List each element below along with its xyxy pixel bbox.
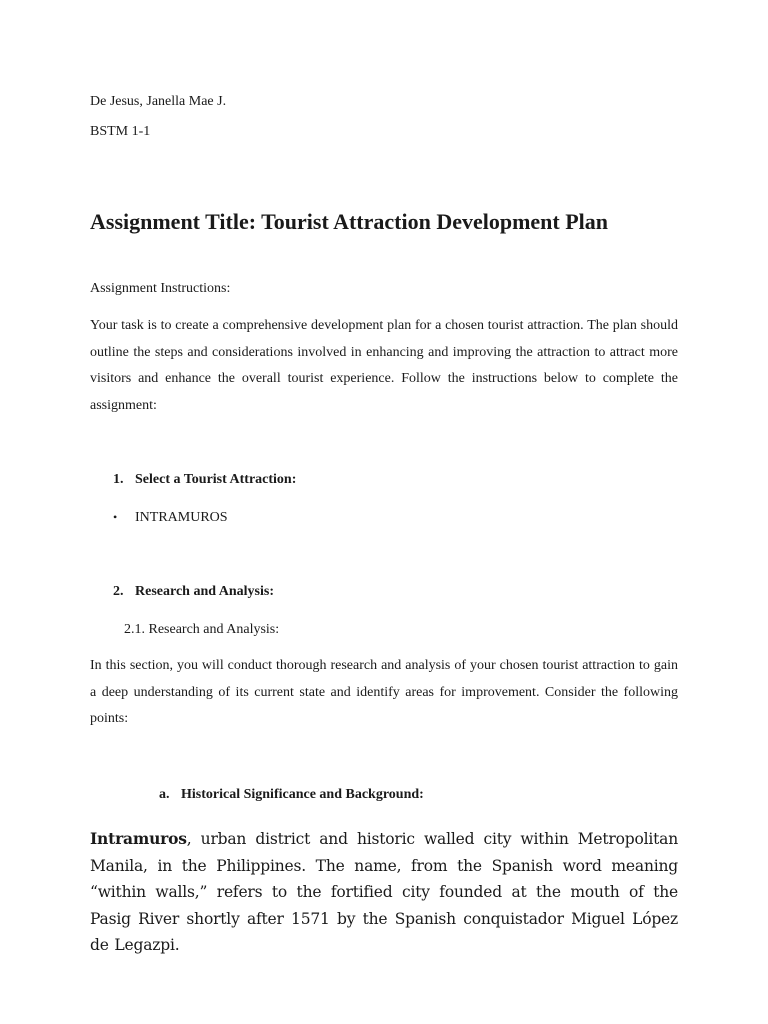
step-a-letter: a. [159, 787, 170, 802]
step-a-heading [159, 787, 424, 803]
step-1-number: 1. [113, 472, 124, 487]
author-name: De Jesus, Janella Mae J. [90, 94, 227, 109]
step-2-label: Research and Analysis: [135, 584, 274, 599]
intro-paragraph: Your task is to create a comprehensive development plan for a chosen tourist attraction. The plan should outline the steps and considerations involved in enhancing and improving the attraction to attract more visitors and enhance the overall tourist experience. Follow the instructions below to complete the assignment: [90, 318, 678, 414]
sub-section-label: 2.1. Research and Analysis: [124, 622, 280, 637]
step-1-label: Select a Tourist Attraction: [135, 472, 297, 487]
attraction-list-item [113, 510, 228, 526]
historical-text: , urban district and historic walled city within Metropolitan Manila, in the Philippines. The name, from the Spanish word meaning “within walls,” refers to the fortified city founded at the mouth of the Pasig River shortly after 1571 by the Spanish conquistador Miguel López de Legazpi. [90, 830, 678, 954]
historical-term: Intramuros [90, 829, 187, 848]
bullet-icon: • [113, 510, 118, 524]
step-2-heading [113, 584, 274, 600]
assignment-title: Assignment Title: Tourist Attraction Development Plan [90, 209, 609, 234]
historical-paragraph [90, 826, 678, 959]
author-section: BSTM 1-1 [90, 124, 151, 139]
research-paragraph: In this section, you will conduct thorough research and analysis of your chosen tourist attraction to gain a deep understanding of its current state and identify areas for improvement. Consider the following points: [90, 658, 678, 727]
instructions-label: Assignment Instructions: [90, 281, 231, 296]
step-1-heading [113, 472, 296, 488]
step-2-number: 2. [113, 584, 124, 599]
step-a-label: Historical Significance and Background: [181, 787, 424, 802]
attraction-name: INTRAMUROS [135, 510, 228, 525]
